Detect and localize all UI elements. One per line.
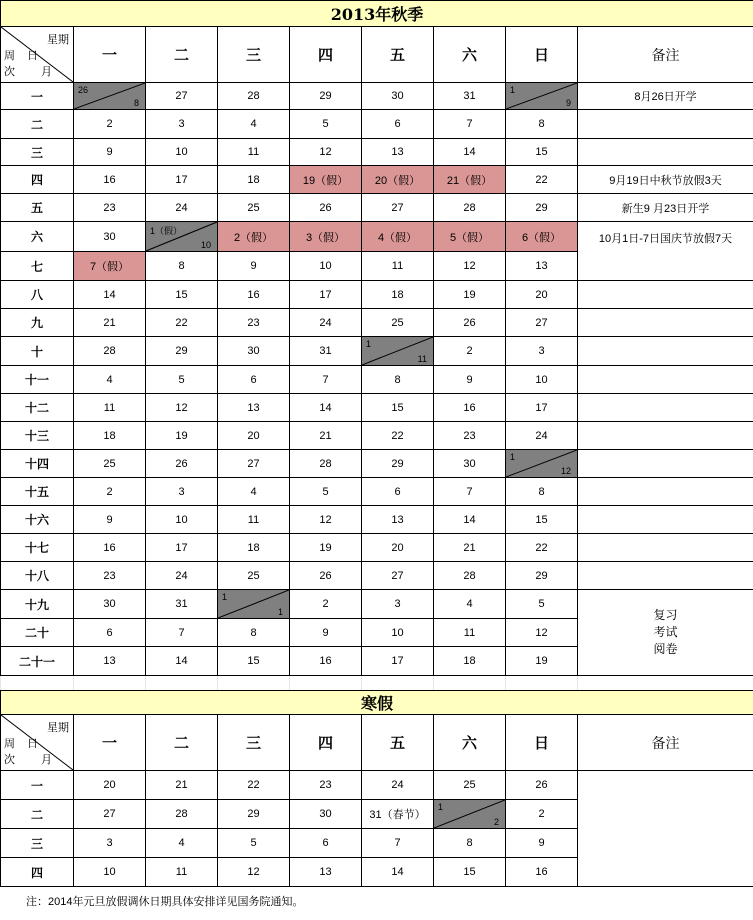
corner-label-date: 日 [27,50,38,62]
date-cell: 2 [74,110,146,139]
holiday-date-cell: 19（假） [290,166,362,194]
date-cell: 10 [290,252,362,281]
date-cell: 12 [290,139,362,166]
week-number: 九 [1,309,74,337]
date-cell: 30 [290,800,362,829]
date-cell: 30 [74,222,146,252]
week-number: 十八 [1,562,74,590]
week-number: 七 [1,252,74,281]
date-cell: 9 [290,619,362,647]
date-cell: 8 [218,619,290,647]
week-number: 四 [1,166,74,194]
date-cell: 15 [146,281,218,309]
date-cell: 25 [218,194,290,222]
date-cell: 4 [146,829,218,858]
date-cell: 23 [290,771,362,800]
date-cell: 21 [290,422,362,450]
date-cell: 16 [506,858,578,887]
date-cell: 4 [218,478,290,506]
week-number: 一 [1,771,74,800]
weekday-header: 四 [290,27,362,83]
date-cell: 14 [290,394,362,422]
winter-note-cell [578,771,753,887]
date-cell: 6 [74,619,146,647]
date-cell: 8 [362,366,434,394]
week-row [1,83,753,110]
weekday-header: 三 [218,27,290,83]
date-cell: 9 [506,829,578,858]
date-cell: 16 [218,281,290,309]
weekday-header: 四 [290,715,362,771]
date-cell: 9 [74,506,146,534]
week-number: 十五 [1,478,74,506]
date-cell: 30 [218,337,290,366]
date-cell: 3 [362,590,434,619]
date-cell: 18 [218,534,290,562]
weekday-header: 六 [434,27,506,83]
exam-note-cell [578,590,753,676]
date-cell: 28 [218,83,290,110]
date-cell: 20 [74,771,146,800]
date-cell: 31 [434,83,506,110]
date-cell: 6 [362,110,434,139]
date-cell: 17 [146,534,218,562]
date-cell: 7 [290,366,362,394]
month-boundary-cell [146,222,218,252]
date-cell: 27 [74,800,146,829]
date-cell: 5 [146,366,218,394]
week-row [1,478,753,506]
date-cell: 12 [218,858,290,887]
date-cell: 29 [290,83,362,110]
date-cell: 9 [218,252,290,281]
date-cell: 15 [434,858,506,887]
date-cell: 25 [218,562,290,590]
date-cell: 13 [218,394,290,422]
exam-note-line: 复习 [653,608,678,622]
date-cell: 8 [146,252,218,281]
date-cell: 11 [74,394,146,422]
date-cell: 18 [434,647,506,676]
date-cell: 13 [290,858,362,887]
date-cell: 6 [290,829,362,858]
note-cell: 8月26日开学 [578,83,753,110]
date-cell: 11 [218,506,290,534]
week-number: 五 [1,194,74,222]
corner-label-month: 月 [41,66,52,78]
week-number: 二 [1,800,74,829]
date-cell: 26 [290,194,362,222]
note-header: 备注 [578,715,753,771]
date-cell: 24 [146,194,218,222]
date-cell: 21 [434,534,506,562]
weekday-header: 一 [74,715,146,771]
date-cell: 17 [362,647,434,676]
winter-calendar-table [0,690,753,887]
date-cell: 17 [290,281,362,309]
date-cell: 15 [506,139,578,166]
date-cell: 10 [146,139,218,166]
corner-label-month: 月 [41,754,52,766]
date-cell: 2 [74,478,146,506]
date-cell: 17 [146,166,218,194]
date-cell: 25 [434,771,506,800]
corner-label-week-day: 星期 [47,34,69,46]
holiday-date-cell: 4（假） [362,222,434,252]
date-cell: 23 [434,422,506,450]
date-cell: 28 [146,800,218,829]
date-cell: 5 [506,590,578,619]
week-row [1,366,753,394]
holiday-date-cell: 7（假） [74,252,146,281]
date-cell: 22 [506,166,578,194]
date-cell: 27 [506,309,578,337]
date-cell: 11 [218,139,290,166]
note-cell: 9月19日中秋节放假3天 [578,166,753,194]
date-cell: 16 [290,647,362,676]
date-cell: 4 [74,366,146,394]
week-number: 十九 [1,590,74,619]
month-boundary-cell [218,590,290,619]
week-number: 十二 [1,394,74,422]
note-cell: 10月1日-7日国庆节放假7天 [578,222,753,281]
holiday-date-cell: 6（假） [506,222,578,252]
date-cell: 26 [434,309,506,337]
date-cell: 29 [146,337,218,366]
old-month-date: 1 [222,592,228,602]
date-cell: 21 [74,309,146,337]
date-cell: 11 [362,252,434,281]
date-cell: 10 [506,366,578,394]
week-row [1,394,753,422]
date-cell: 10 [362,619,434,647]
weekday-header: 一 [74,27,146,83]
note-cell [578,281,753,309]
corner-label-order: 次 [4,754,15,766]
date-cell: 24 [290,309,362,337]
month-boundary-cell [434,800,506,829]
date-cell: 8 [506,478,578,506]
week-row [1,337,753,366]
note-cell [578,309,753,337]
header-corner-cell [1,27,74,83]
date-cell: 8 [434,829,506,858]
date-cell: 5 [218,829,290,858]
week-row [1,166,753,194]
corner-label-order: 次 [4,66,15,78]
date-cell: 29 [362,450,434,478]
header-row [1,27,753,83]
old-month-date: 1 [510,85,516,95]
date-cell: 10 [74,858,146,887]
week-row [1,110,753,139]
note-cell [578,478,753,506]
exam-note-line: 阅卷 [653,642,678,656]
date-cell: 11 [146,858,218,887]
date-cell: 27 [362,562,434,590]
date-cell: 28 [74,337,146,366]
note-cell [578,534,753,562]
date-cell: 23 [74,562,146,590]
week-row [1,450,753,478]
week-number: 二十一 [1,647,74,676]
week-row [1,562,753,590]
week-number: 十七 [1,534,74,562]
week-row [1,422,753,450]
week-row [1,590,753,619]
week-number: 二 [1,110,74,139]
corner-label-date: 日 [27,738,38,750]
weekday-header: 二 [146,715,218,771]
date-cell: 7 [434,478,506,506]
date-cell: 7 [434,110,506,139]
week-row [1,139,753,166]
week-row [1,534,753,562]
weekday-header: 五 [362,27,434,83]
month-boundary-cell [506,450,578,478]
month-boundary-cell [362,337,434,366]
date-cell: 3 [146,478,218,506]
header-row [1,715,753,771]
date-cell: 18 [74,422,146,450]
week-number: 十三 [1,422,74,450]
date-cell: 3 [506,337,578,366]
date-cell: 27 [362,194,434,222]
weekday-header: 五 [362,715,434,771]
week-number: 十 [1,337,74,366]
date-cell: 23 [218,309,290,337]
autumn-title: 2013年秋季 [1,1,753,27]
date-cell: 31 [146,590,218,619]
week-number: 三 [1,139,74,166]
note-header: 备注 [578,27,753,83]
date-cell: 30 [362,83,434,110]
date-cell: 13 [362,139,434,166]
date-cell: 16 [74,166,146,194]
week-row [1,506,753,534]
date-cell: 14 [146,647,218,676]
corner-label-week: 周 [4,50,15,62]
date-cell: 29 [506,562,578,590]
old-month-date: 1 [510,452,516,462]
week-row [1,309,753,337]
old-month-date: 1 [366,339,372,349]
date-cell: 5 [290,110,362,139]
new-month-number: 1 [277,607,283,617]
date-cell: 13 [362,506,434,534]
date-cell: 25 [362,309,434,337]
date-cell: 27 [146,83,218,110]
date-cell: 7 [362,829,434,858]
date-cell: 16 [74,534,146,562]
week-row [1,194,753,222]
note-cell [578,562,753,590]
new-month-number: 12 [560,466,571,476]
footer-note: 注：2014年元旦放假调休日期具体安排详见国务院通知。 [26,896,304,908]
date-cell: 29 [218,800,290,829]
date-cell: 20 [506,281,578,309]
date-cell: 2 [290,590,362,619]
date-cell: 31（春节） [362,800,434,829]
weekday-header: 日 [506,27,578,83]
date-cell: 24 [146,562,218,590]
date-cell: 9 [434,366,506,394]
date-cell: 14 [362,858,434,887]
new-month-number: 9 [565,98,571,108]
date-cell: 22 [506,534,578,562]
old-month-date: 1 [438,802,444,812]
date-cell: 29 [506,194,578,222]
date-cell: 26 [146,450,218,478]
date-cell: 17 [506,394,578,422]
note-cell [578,337,753,366]
exam-note-line: 考试 [653,625,678,639]
month-boundary-cell [74,83,146,110]
date-cell: 19 [290,534,362,562]
week-number: 八 [1,281,74,309]
date-cell: 9 [74,139,146,166]
month-boundary-cell [506,83,578,110]
date-cell: 22 [218,771,290,800]
date-cell: 26 [506,771,578,800]
date-cell: 13 [74,647,146,676]
week-row [1,771,753,800]
date-cell: 18 [218,166,290,194]
week-number: 三 [1,829,74,858]
note-cell [578,394,753,422]
date-cell: 12 [434,252,506,281]
week-row [1,222,753,252]
date-cell: 18 [362,281,434,309]
new-month-number: 11 [417,354,427,364]
date-cell: 19 [506,647,578,676]
date-cell: 14 [74,281,146,309]
week-number: 一 [1,83,74,110]
new-month-number: 2 [493,817,499,827]
holiday-date-cell: 5（假） [434,222,506,252]
corner-label-week: 周 [4,738,15,750]
date-cell: 25 [74,450,146,478]
date-cell: 13 [506,252,578,281]
week-number: 六 [1,222,74,252]
date-cell: 28 [434,194,506,222]
new-month-number: 10 [200,240,211,250]
date-cell: 12 [506,619,578,647]
date-cell: 26 [290,562,362,590]
date-cell: 24 [506,422,578,450]
date-cell: 2 [434,337,506,366]
note-cell [578,422,753,450]
weekday-header: 日 [506,715,578,771]
date-cell: 4 [218,110,290,139]
date-cell: 12 [146,394,218,422]
date-cell: 15 [506,506,578,534]
date-cell: 22 [362,422,434,450]
date-cell: 16 [434,394,506,422]
winter-title: 寒假 [1,691,753,715]
note-cell: 新生9 月23日开学 [578,194,753,222]
date-cell: 24 [362,771,434,800]
holiday-date-cell: 20（假） [362,166,434,194]
date-cell: 10 [146,506,218,534]
date-cell: 22 [146,309,218,337]
holiday-date-cell: 21（假） [434,166,506,194]
note-cell [578,450,753,478]
date-cell: 15 [362,394,434,422]
date-cell: 20 [362,534,434,562]
week-number: 四 [1,858,74,887]
date-cell: 30 [74,590,146,619]
note-cell [578,506,753,534]
note-cell [578,366,753,394]
date-cell: 8 [506,110,578,139]
date-cell: 30 [434,450,506,478]
date-cell: 19 [146,422,218,450]
week-number: 十一 [1,366,74,394]
week-number: 二十 [1,619,74,647]
date-cell: 4 [434,590,506,619]
date-cell: 6 [362,478,434,506]
date-cell: 31 [290,337,362,366]
week-number: 十四 [1,450,74,478]
date-cell: 28 [290,450,362,478]
holiday-date-cell: 2（假） [218,222,290,252]
week-number: 十六 [1,506,74,534]
corner-label-week-day: 星期 [47,722,69,734]
date-cell: 2 [506,800,578,829]
date-cell: 14 [434,139,506,166]
date-cell: 14 [434,506,506,534]
date-cell: 20 [218,422,290,450]
note-cell [578,110,753,139]
date-cell: 23 [74,194,146,222]
week-row [1,281,753,309]
weekday-header: 六 [434,715,506,771]
header-corner-cell [1,715,74,771]
holiday-date-cell: 3（假） [290,222,362,252]
date-cell: 3 [146,110,218,139]
date-cell: 5 [290,478,362,506]
note-cell [578,139,753,166]
weekday-header: 三 [218,715,290,771]
date-cell: 15 [218,647,290,676]
date-cell: 6 [218,366,290,394]
old-month-date: 1（假） [150,226,183,236]
date-cell: 27 [218,450,290,478]
date-cell: 3 [74,829,146,858]
date-cell: 11 [434,619,506,647]
new-month-number: 8 [133,98,139,108]
date-cell: 12 [290,506,362,534]
date-cell: 28 [434,562,506,590]
old-month-date: 26 [78,85,89,95]
date-cell: 19 [434,281,506,309]
date-cell: 21 [146,771,218,800]
weekday-header: 二 [146,27,218,83]
date-cell: 7 [146,619,218,647]
